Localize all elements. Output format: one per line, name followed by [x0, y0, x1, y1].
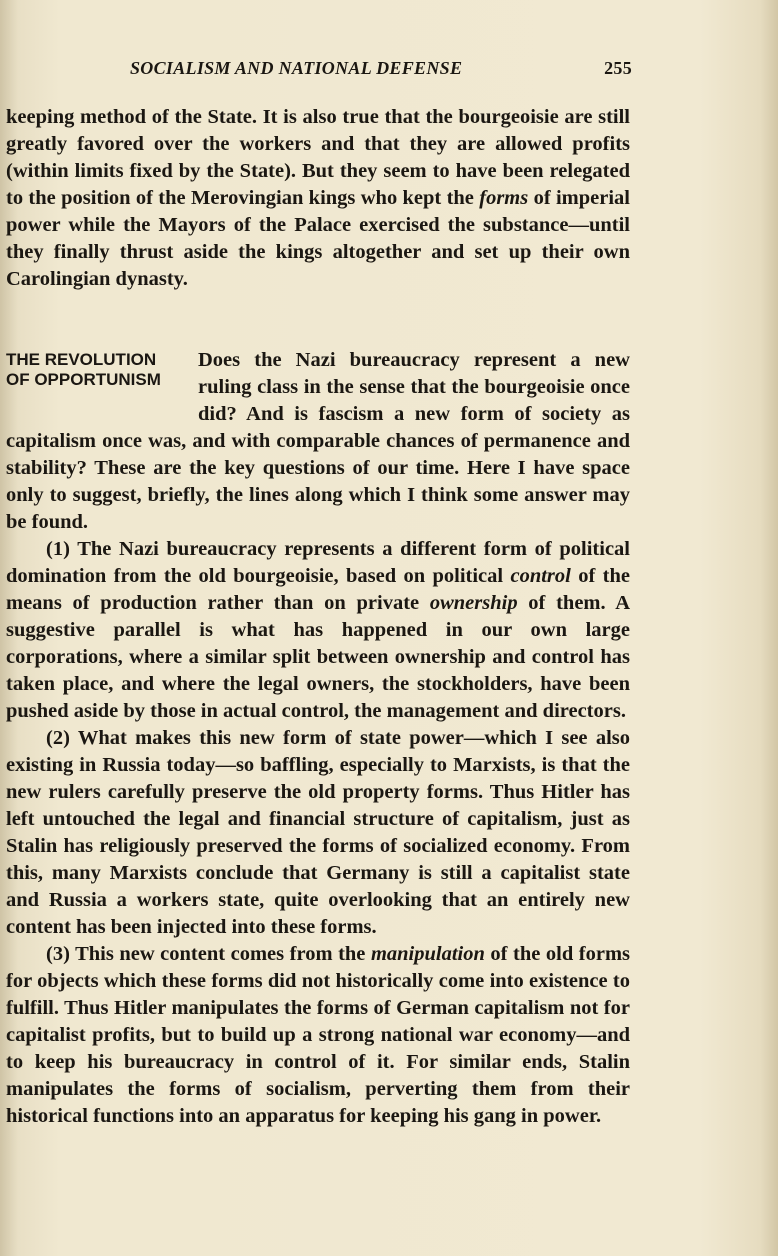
- page-number: 255: [604, 58, 632, 78]
- sidenote-line-2: OF OPPORTUNISM: [6, 370, 161, 389]
- section-sidenote: [6, 347, 190, 428]
- paragraph-section-opening: THE REVOLUTION OF OPPORTUNISM Does the Nazi bureaucracy represent a new ruling class in the sense that the bourgeoisie once did? And is fascism a new form of society as capitalism once was, and with comparable chances of permanence and stability? These are the key questions of our time. Here I have space only to suggest, briefly, the lines along which I think some answer may be found.: [6, 349, 630, 533]
- paragraph-continued: keeping method of the State. It is also true that the bourgeoisie are still greatly favored over the workers and that they are allowed profits (within limits fixed by the State). But they seem to have been relegated to the position of the Merovingian kings who kept the forms of imperial power while the Mayors of the Palace exercised the substance—until they finally thrust aside the kings altogether and set up their own Carolingian dynasty.: [6, 106, 630, 290]
- section-gap: [6, 293, 630, 347]
- paragraph-point-3: (3) This new content comes from the manipulation of the old forms for objects which these forms did not historically come into existence to fulfill. Thus Hitler manipulates the forms of German capitalism not for capitalist profits, but to build up a strong national war economy—and to keep his bureaucracy in control of it. For similar ends, Stalin manipulates the forms of socialism, perverting them from their historical functions into an apparatus for keeping his gang in power.: [6, 943, 631, 1127]
- running-title: SOCIALISM AND NATIONAL DEFENSE: [130, 58, 463, 78]
- sidenote-line-1: THE REVOLUTION: [6, 350, 157, 369]
- paragraph-point-1: (1) The Nazi bureaucracy represents a different form of political domination from the old bourgeoisie, based on political control of the means of production rather than on private ownership of them. A suggestive parallel is what has happened in our own large corporations, where a similar split between ownership and control has taken place, and where the legal owners, the stockholders, have been pushed aside by those in actual control, the management and directors.: [6, 538, 631, 722]
- body-text: [6, 104, 630, 1130]
- page-header: [130, 58, 632, 88]
- paragraph-point-2: (2) What makes this new form of state power—which I see also existing in Russia today—so baffling, especially to Marxists, is that the new rulers carefully preserve the old property forms. Thus Hitler has left untouched the legal and financial structure of capitalism, just as Stalin has religiously preserved the forms of socialized economy. From this, many Marxists conclude that Germany is still a capitalist state and Russia a workers state, quite overlooking that an entirely new content has been injected into these forms.: [6, 727, 630, 938]
